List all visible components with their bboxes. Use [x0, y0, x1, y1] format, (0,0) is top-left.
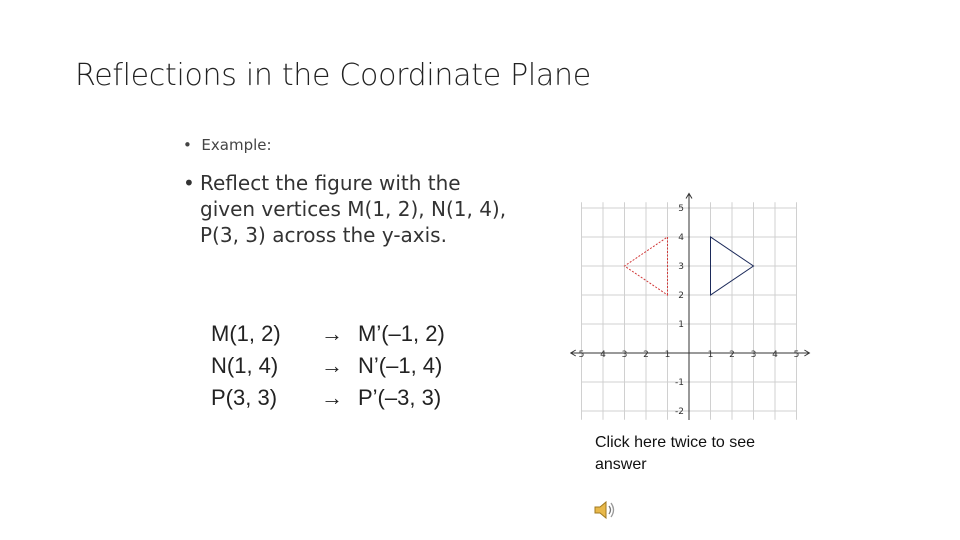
- mapping-row: [211, 382, 445, 414]
- bullet-instruction: [183, 170, 513, 248]
- x-tick-label: 3: [750, 350, 757, 360]
- y-tick-label: 4: [678, 233, 684, 243]
- bullet-text: Example:: [201, 136, 272, 154]
- x-tick-label: 1: [707, 350, 714, 360]
- mapping-image: N’(–1, 4): [358, 353, 443, 378]
- mapping-row: [211, 318, 445, 350]
- y-tick-label: 2: [678, 291, 684, 301]
- y-tick-label: 1: [678, 320, 684, 330]
- mapping-row: [211, 350, 445, 382]
- x-tick-label: 3: [621, 350, 628, 360]
- arrow-icon: →: [321, 321, 343, 346]
- x-tick-label: 2: [643, 350, 649, 360]
- mapping-image: M’(–1, 2): [358, 321, 445, 346]
- mapping-original: P(3, 3): [211, 385, 278, 410]
- x-tick-label: 5: [793, 350, 800, 360]
- x-tick-label: 5: [578, 350, 585, 360]
- coordinate-plane-graph: [570, 190, 830, 420]
- slide-title: Reflections in the Coordinate Plane: [75, 58, 591, 93]
- mapping-original: M(1, 2): [211, 321, 281, 346]
- arrow-icon: →: [321, 385, 343, 410]
- answer-caption[interactable]: Click here twice to see answer: [595, 434, 756, 473]
- reflection-mapping: [211, 318, 445, 414]
- bullet-text: Reflect the figure with the given vertices M(1, 2), N(1, 4), P(3, 3) across the y-axis.: [200, 171, 507, 247]
- bullet-marker: •: [183, 171, 195, 195]
- y-tick-label: -1: [675, 378, 684, 388]
- y-tick-label: 3: [678, 262, 684, 272]
- x-tick-label: 4: [772, 350, 778, 360]
- mapping-image: P’(–3, 3): [358, 385, 442, 410]
- speaker-icon[interactable]: [592, 497, 618, 523]
- mapping-original: N(1, 4): [211, 353, 279, 378]
- bullet-example: [183, 136, 272, 154]
- bullet-marker: •: [183, 136, 192, 154]
- y-tick-label: -2: [675, 407, 684, 417]
- x-tick-label: 2: [729, 350, 735, 360]
- x-tick-label: 1: [664, 350, 671, 360]
- arrow-icon: →: [321, 353, 343, 378]
- y-tick-label: 5: [678, 204, 684, 214]
- x-tick-label: 4: [600, 350, 606, 360]
